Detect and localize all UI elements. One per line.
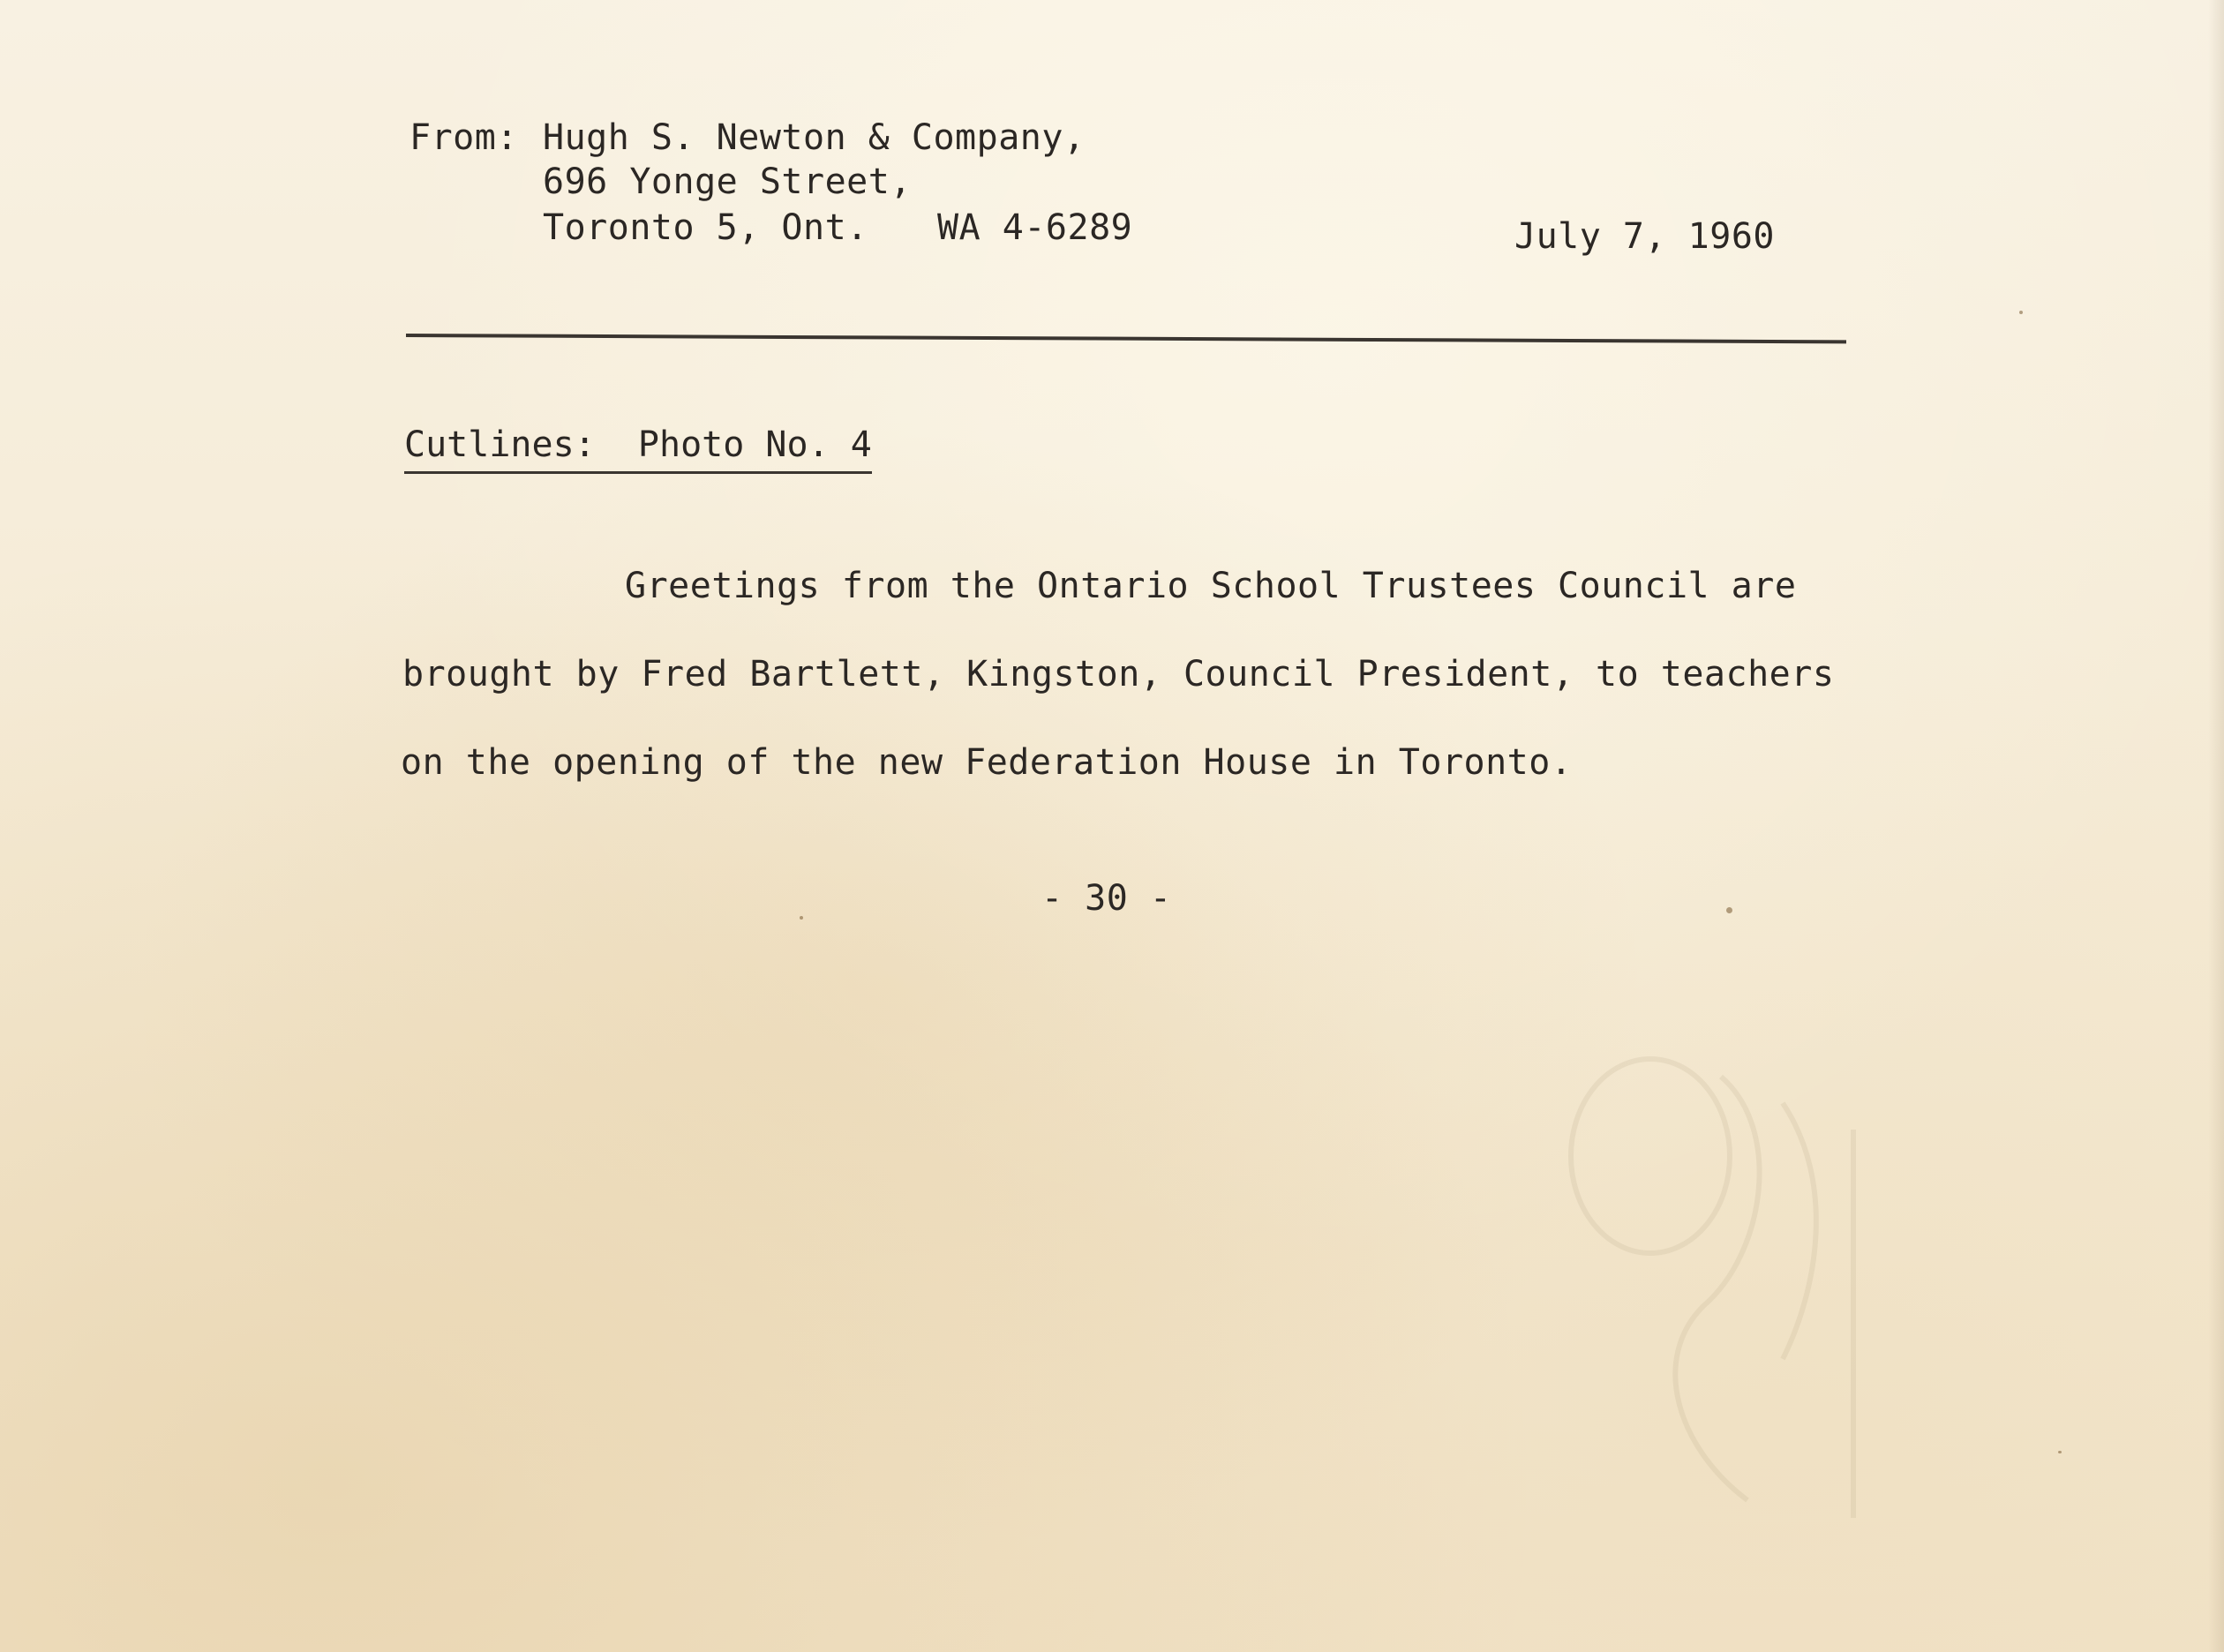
from-label: From: bbox=[409, 117, 518, 158]
body-line-3: on the opening of the new Federation House in Toronto. bbox=[401, 742, 1573, 783]
sender-name: Hugh S. Newton & Company, bbox=[543, 117, 1086, 158]
page-edge bbox=[2208, 0, 2224, 1652]
paper-speck bbox=[800, 916, 803, 920]
end-mark: - 30 - bbox=[1041, 878, 1172, 919]
header-rule bbox=[406, 334, 1846, 343]
paper-speck bbox=[1726, 907, 1732, 913]
paper-speck bbox=[2019, 311, 2023, 314]
body-line-2: brought by Fred Bartlett, Kingston, Council President, to teachers bbox=[402, 654, 1835, 695]
sender-phone: WA 4-6289 bbox=[937, 207, 1133, 248]
sender-street: 696 Yonge Street, bbox=[543, 161, 912, 202]
paper-speck bbox=[2058, 1451, 2062, 1453]
sender-city: Toronto 5, Ont. bbox=[543, 207, 868, 248]
body-line-1: Greetings from the Ontario School Trustees Council are bbox=[625, 566, 1797, 606]
cutlines-heading: Cutlines: Photo No. 4 bbox=[404, 424, 872, 474]
document-date: July 7, 1960 bbox=[1514, 216, 1775, 257]
embossed-watermark bbox=[1518, 1024, 1924, 1571]
